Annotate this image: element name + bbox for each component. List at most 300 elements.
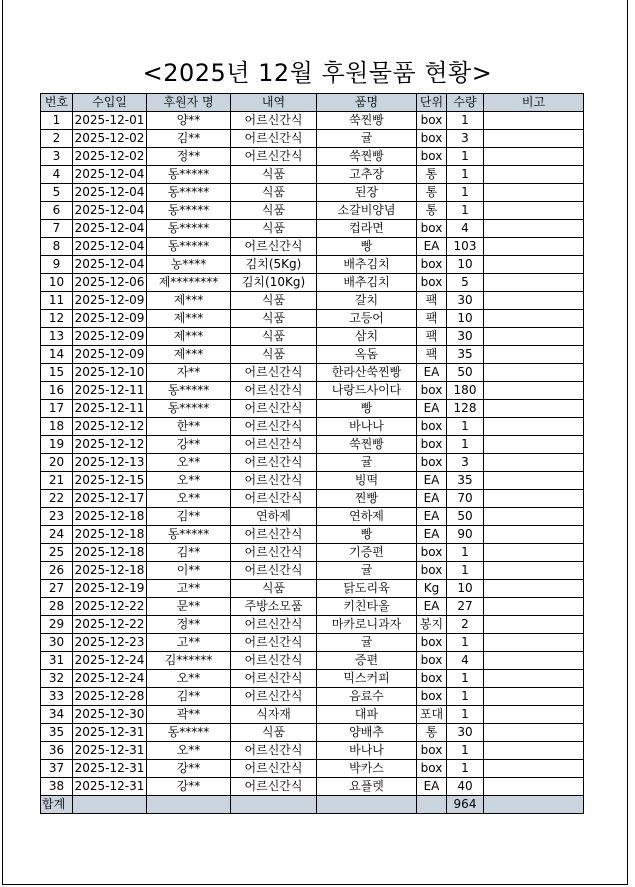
receipt-date-cell: 2025-12-22 (73, 616, 147, 634)
row-number-cell: 7 (41, 220, 73, 238)
receipt-date-cell: 2025-12-31 (73, 742, 147, 760)
table-row (41, 328, 584, 346)
table-row (41, 706, 584, 724)
row-number-cell: 33 (41, 688, 73, 706)
donor-name-cell: 제*** (147, 328, 231, 346)
donor-name-cell: 오** (147, 742, 231, 760)
row-number-cell: 16 (41, 382, 73, 400)
table-row (41, 544, 584, 562)
category-cell: 식품 (231, 184, 317, 202)
category-cell: 어르신간식 (231, 472, 317, 490)
unit-cell: box (417, 256, 447, 274)
item-name-cell: 된장 (317, 184, 417, 202)
note-cell (484, 238, 584, 256)
category-cell: 어르신간식 (231, 652, 317, 670)
unit-cell: box (417, 688, 447, 706)
donor-name-cell: 김** (147, 508, 231, 526)
note-cell (484, 742, 584, 760)
table-row (41, 580, 584, 598)
quantity-cell: 3 (447, 130, 484, 148)
unit-cell: EA (417, 472, 447, 490)
receipt-date-cell: 2025-12-18 (73, 526, 147, 544)
receipt-date-cell: 2025-12-04 (73, 220, 147, 238)
donor-name-cell: 곽** (147, 706, 231, 724)
category-cell: 식품 (231, 220, 317, 238)
row-number-cell: 32 (41, 670, 73, 688)
unit-cell: EA (417, 400, 447, 418)
note-cell (484, 220, 584, 238)
quantity-cell: 1 (447, 202, 484, 220)
item-name-cell: 귤 (317, 562, 417, 580)
category-cell: 주방소모품 (231, 598, 317, 616)
total-cell-empty (417, 796, 447, 814)
quantity-cell: 1 (447, 544, 484, 562)
item-name-cell: 옥돔 (317, 346, 417, 364)
note-cell (484, 166, 584, 184)
receipt-date-cell: 2025-12-09 (73, 292, 147, 310)
receipt-date-cell: 2025-12-09 (73, 310, 147, 328)
row-number-cell: 18 (41, 418, 73, 436)
category-cell: 어르신간식 (231, 742, 317, 760)
category-cell: 어르신간식 (231, 562, 317, 580)
receipt-date-cell: 2025-12-02 (73, 148, 147, 166)
note-cell (484, 112, 584, 130)
item-name-cell: 찐빵 (317, 490, 417, 508)
header-note: 비고 (484, 94, 584, 112)
donor-name-cell: 제*** (147, 346, 231, 364)
header-donor: 후원자 명 (147, 94, 231, 112)
table-row (41, 166, 584, 184)
donor-name-cell: 김** (147, 688, 231, 706)
quantity-cell: 10 (447, 310, 484, 328)
category-cell: 어르신간식 (231, 688, 317, 706)
quantity-cell: 1 (447, 436, 484, 454)
unit-cell: box (417, 418, 447, 436)
note-cell (484, 310, 584, 328)
donor-name-cell: 동***** (147, 382, 231, 400)
table-row (41, 130, 584, 148)
quantity-cell: 27 (447, 598, 484, 616)
total-quantity: 964 (447, 796, 484, 814)
note-cell (484, 652, 584, 670)
table-row (41, 670, 584, 688)
row-number-cell: 37 (41, 760, 73, 778)
item-name-cell: 갈치 (317, 292, 417, 310)
category-cell: 어르신간식 (231, 436, 317, 454)
category-cell: 식품 (231, 580, 317, 598)
donor-name-cell: 제*** (147, 292, 231, 310)
note-cell (484, 634, 584, 652)
table-row (41, 184, 584, 202)
quantity-cell: 103 (447, 238, 484, 256)
row-number-cell: 27 (41, 580, 73, 598)
header-category: 내역 (231, 94, 317, 112)
note-cell (484, 346, 584, 364)
table-row (41, 292, 584, 310)
item-name-cell: 키친타올 (317, 598, 417, 616)
quantity-cell: 35 (447, 472, 484, 490)
unit-cell: EA (417, 364, 447, 382)
category-cell: 식품 (231, 202, 317, 220)
category-cell: 어르신간식 (231, 544, 317, 562)
quantity-cell: 1 (447, 634, 484, 652)
row-number-cell: 30 (41, 634, 73, 652)
note-cell (484, 526, 584, 544)
note-cell (484, 148, 584, 166)
table-row (41, 616, 584, 634)
receipt-date-cell: 2025-12-13 (73, 454, 147, 472)
quantity-cell: 128 (447, 400, 484, 418)
donor-name-cell: 강** (147, 760, 231, 778)
category-cell: 어르신간식 (231, 364, 317, 382)
quantity-cell: 30 (447, 724, 484, 742)
category-cell: 어르신간식 (231, 526, 317, 544)
item-name-cell: 한라산쑥찐빵 (317, 364, 417, 382)
unit-cell: EA (417, 526, 447, 544)
row-number-cell: 25 (41, 544, 73, 562)
receipt-date-cell: 2025-12-28 (73, 688, 147, 706)
unit-cell: box (417, 544, 447, 562)
donor-name-cell: 강** (147, 436, 231, 454)
table-row (41, 652, 584, 670)
donor-name-cell: 동***** (147, 184, 231, 202)
item-name-cell: 대파 (317, 706, 417, 724)
table-row (41, 382, 584, 400)
quantity-cell: 5 (447, 274, 484, 292)
receipt-date-cell: 2025-12-10 (73, 364, 147, 382)
table-row (41, 274, 584, 292)
row-number-cell: 15 (41, 364, 73, 382)
table-row (41, 346, 584, 364)
category-cell: 어르신간식 (231, 418, 317, 436)
quantity-cell: 30 (447, 328, 484, 346)
unit-cell: 팩 (417, 310, 447, 328)
unit-cell: box (417, 562, 447, 580)
row-number-cell: 35 (41, 724, 73, 742)
category-cell: 어르신간식 (231, 760, 317, 778)
quantity-cell: 1 (447, 670, 484, 688)
receipt-date-cell: 2025-12-04 (73, 202, 147, 220)
receipt-date-cell: 2025-12-11 (73, 382, 147, 400)
quantity-cell: 35 (447, 346, 484, 364)
unit-cell: box (417, 382, 447, 400)
row-number-cell: 10 (41, 274, 73, 292)
item-name-cell: 귤 (317, 634, 417, 652)
unit-cell: 봉지 (417, 616, 447, 634)
total-cell-empty (73, 796, 147, 814)
quantity-cell: 1 (447, 112, 484, 130)
unit-cell: EA (417, 598, 447, 616)
note-cell (484, 292, 584, 310)
row-number-cell: 5 (41, 184, 73, 202)
row-number-cell: 11 (41, 292, 73, 310)
donor-name-cell: 정** (147, 616, 231, 634)
category-cell: 어르신간식 (231, 400, 317, 418)
table-row (41, 562, 584, 580)
receipt-date-cell: 2025-12-22 (73, 598, 147, 616)
quantity-cell: 180 (447, 382, 484, 400)
quantity-cell: 1 (447, 562, 484, 580)
receipt-date-cell: 2025-12-04 (73, 256, 147, 274)
receipt-date-cell: 2025-12-06 (73, 274, 147, 292)
category-cell: 식품 (231, 346, 317, 364)
quantity-cell: 1 (447, 184, 484, 202)
header-unit: 단위 (417, 94, 447, 112)
item-name-cell: 바나나 (317, 742, 417, 760)
unit-cell: box (417, 130, 447, 148)
total-cell-empty (147, 796, 231, 814)
table-row (41, 310, 584, 328)
header-number: 번호 (41, 94, 73, 112)
donor-name-cell: 김****** (147, 652, 231, 670)
row-number-cell: 20 (41, 454, 73, 472)
row-number-cell: 1 (41, 112, 73, 130)
receipt-date-cell: 2025-12-12 (73, 436, 147, 454)
item-name-cell: 배추김치 (317, 274, 417, 292)
quantity-cell: 4 (447, 220, 484, 238)
unit-cell: box (417, 670, 447, 688)
unit-cell: box (417, 148, 447, 166)
unit-cell: box (417, 760, 447, 778)
donor-name-cell: 동***** (147, 526, 231, 544)
quantity-cell: 1 (447, 742, 484, 760)
quantity-cell: 1 (447, 418, 484, 436)
category-cell: 식품 (231, 310, 317, 328)
row-number-cell: 6 (41, 202, 73, 220)
table-row (41, 634, 584, 652)
item-name-cell: 빵 (317, 526, 417, 544)
item-name-cell: 빙떡 (317, 472, 417, 490)
receipt-date-cell: 2025-12-18 (73, 544, 147, 562)
item-name-cell: 고추장 (317, 166, 417, 184)
total-cell-empty (317, 796, 417, 814)
quantity-cell: 50 (447, 364, 484, 382)
receipt-date-cell: 2025-12-15 (73, 472, 147, 490)
category-cell: 어르신간식 (231, 490, 317, 508)
table-row (41, 112, 584, 130)
row-number-cell: 19 (41, 436, 73, 454)
note-cell (484, 436, 584, 454)
unit-cell: 팩 (417, 292, 447, 310)
donor-name-cell: 양** (147, 112, 231, 130)
note-cell (484, 760, 584, 778)
donor-name-cell: 동***** (147, 202, 231, 220)
row-number-cell: 13 (41, 328, 73, 346)
category-cell: 어르신간식 (231, 670, 317, 688)
item-name-cell: 박카스 (317, 760, 417, 778)
receipt-date-cell: 2025-12-12 (73, 418, 147, 436)
total-cell-empty (231, 796, 317, 814)
donor-name-cell: 강** (147, 778, 231, 796)
row-number-cell: 12 (41, 310, 73, 328)
table-row (41, 526, 584, 544)
quantity-cell: 1 (447, 706, 484, 724)
row-number-cell: 31 (41, 652, 73, 670)
header-row (41, 94, 584, 112)
note-cell (484, 274, 584, 292)
note-cell (484, 454, 584, 472)
receipt-date-cell: 2025-12-19 (73, 580, 147, 598)
row-number-cell: 29 (41, 616, 73, 634)
receipt-date-cell: 2025-12-30 (73, 706, 147, 724)
receipt-date-cell: 2025-12-01 (73, 112, 147, 130)
unit-cell: 팩 (417, 346, 447, 364)
note-cell (484, 130, 584, 148)
quantity-cell: 70 (447, 490, 484, 508)
table-row (41, 238, 584, 256)
note-cell (484, 544, 584, 562)
row-number-cell: 26 (41, 562, 73, 580)
receipt-date-cell: 2025-12-02 (73, 130, 147, 148)
note-cell (484, 688, 584, 706)
receipt-date-cell: 2025-12-04 (73, 238, 147, 256)
table-row (41, 472, 584, 490)
category-cell: 김치(10Kg) (231, 274, 317, 292)
receipt-date-cell: 2025-12-04 (73, 184, 147, 202)
donor-name-cell: 자** (147, 364, 231, 382)
donor-name-cell: 고** (147, 580, 231, 598)
total-cell-empty (484, 796, 584, 814)
unit-cell: 통 (417, 724, 447, 742)
unit-cell: box (417, 220, 447, 238)
item-name-cell: 닭도리육 (317, 580, 417, 598)
unit-cell: EA (417, 490, 447, 508)
unit-cell: 팩 (417, 328, 447, 346)
row-number-cell: 21 (41, 472, 73, 490)
row-number-cell: 8 (41, 238, 73, 256)
header-item: 품명 (317, 94, 417, 112)
row-number-cell: 14 (41, 346, 73, 364)
quantity-cell: 1 (447, 166, 484, 184)
donor-name-cell: 오** (147, 454, 231, 472)
receipt-date-cell: 2025-12-31 (73, 760, 147, 778)
donor-name-cell: 동***** (147, 238, 231, 256)
note-cell (484, 670, 584, 688)
category-cell: 어르신간식 (231, 238, 317, 256)
unit-cell: box (417, 454, 447, 472)
category-cell: 어르신간식 (231, 454, 317, 472)
receipt-date-cell: 2025-12-24 (73, 670, 147, 688)
category-cell: 어르신간식 (231, 112, 317, 130)
donor-name-cell: 동***** (147, 220, 231, 238)
donor-name-cell: 이** (147, 562, 231, 580)
item-name-cell: 컵라면 (317, 220, 417, 238)
page-title: <2025년 12월 후원물품 현황> (142, 59, 493, 87)
item-name-cell: 요플렛 (317, 778, 417, 796)
receipt-date-cell: 2025-12-17 (73, 490, 147, 508)
receipt-date-cell: 2025-12-23 (73, 634, 147, 652)
total-row (41, 796, 584, 814)
unit-cell: Kg (417, 580, 447, 598)
table-row (41, 778, 584, 796)
category-cell: 연하제 (231, 508, 317, 526)
item-name-cell: 배추김치 (317, 256, 417, 274)
item-name-cell: 바나나 (317, 418, 417, 436)
quantity-cell: 90 (447, 526, 484, 544)
receipt-date-cell: 2025-12-11 (73, 400, 147, 418)
note-cell (484, 562, 584, 580)
row-number-cell: 2 (41, 130, 73, 148)
table-row (41, 220, 584, 238)
row-number-cell: 24 (41, 526, 73, 544)
donor-name-cell: 김** (147, 130, 231, 148)
quantity-cell: 10 (447, 580, 484, 598)
category-cell: 어르신간식 (231, 634, 317, 652)
donor-name-cell: 고** (147, 634, 231, 652)
item-name-cell: 쑥찐빵 (317, 148, 417, 166)
row-number-cell: 28 (41, 598, 73, 616)
category-cell: 김치(5Kg) (231, 256, 317, 274)
quantity-cell: 30 (447, 292, 484, 310)
category-cell: 식품 (231, 328, 317, 346)
donation-table (40, 93, 584, 814)
item-name-cell: 빵 (317, 400, 417, 418)
item-name-cell: 기증편 (317, 544, 417, 562)
note-cell (484, 328, 584, 346)
receipt-date-cell: 2025-12-31 (73, 778, 147, 796)
item-name-cell: 양배추 (317, 724, 417, 742)
note-cell (484, 382, 584, 400)
item-name-cell: 쑥찐빵 (317, 436, 417, 454)
donor-name-cell: 동***** (147, 400, 231, 418)
note-cell (484, 490, 584, 508)
table-row (41, 688, 584, 706)
table-row (41, 454, 584, 472)
row-number-cell: 38 (41, 778, 73, 796)
item-name-cell: 고등어 (317, 310, 417, 328)
row-number-cell: 17 (41, 400, 73, 418)
row-number-cell: 3 (41, 148, 73, 166)
table-row (41, 256, 584, 274)
donor-name-cell: 김** (147, 544, 231, 562)
donor-name-cell: 제******** (147, 274, 231, 292)
table-row (41, 742, 584, 760)
category-cell: 식품 (231, 724, 317, 742)
donor-name-cell: 농**** (147, 256, 231, 274)
unit-cell: EA (417, 238, 447, 256)
note-cell (484, 400, 584, 418)
item-name-cell: 음료수 (317, 688, 417, 706)
table-row (41, 508, 584, 526)
total-label: 합계 (41, 796, 73, 814)
receipt-date-cell: 2025-12-09 (73, 328, 147, 346)
unit-cell: box (417, 634, 447, 652)
row-number-cell: 22 (41, 490, 73, 508)
item-name-cell: 귤 (317, 454, 417, 472)
item-name-cell: 빵 (317, 238, 417, 256)
category-cell: 어르신간식 (231, 148, 317, 166)
item-name-cell: 마카로니과자 (317, 616, 417, 634)
category-cell: 어르신간식 (231, 130, 317, 148)
note-cell (484, 580, 584, 598)
receipt-date-cell: 2025-12-09 (73, 346, 147, 364)
unit-cell: box (417, 436, 447, 454)
quantity-cell: 4 (447, 652, 484, 670)
row-number-cell: 9 (41, 256, 73, 274)
row-number-cell: 36 (41, 742, 73, 760)
row-number-cell: 4 (41, 166, 73, 184)
item-name-cell: 소갈비양념 (317, 202, 417, 220)
table-row (41, 202, 584, 220)
unit-cell: 포대 (417, 706, 447, 724)
quantity-cell: 40 (447, 778, 484, 796)
note-cell (484, 418, 584, 436)
receipt-date-cell: 2025-12-31 (73, 724, 147, 742)
donor-name-cell: 문** (147, 598, 231, 616)
table-row (41, 724, 584, 742)
donor-name-cell: 정** (147, 148, 231, 166)
note-cell (484, 616, 584, 634)
